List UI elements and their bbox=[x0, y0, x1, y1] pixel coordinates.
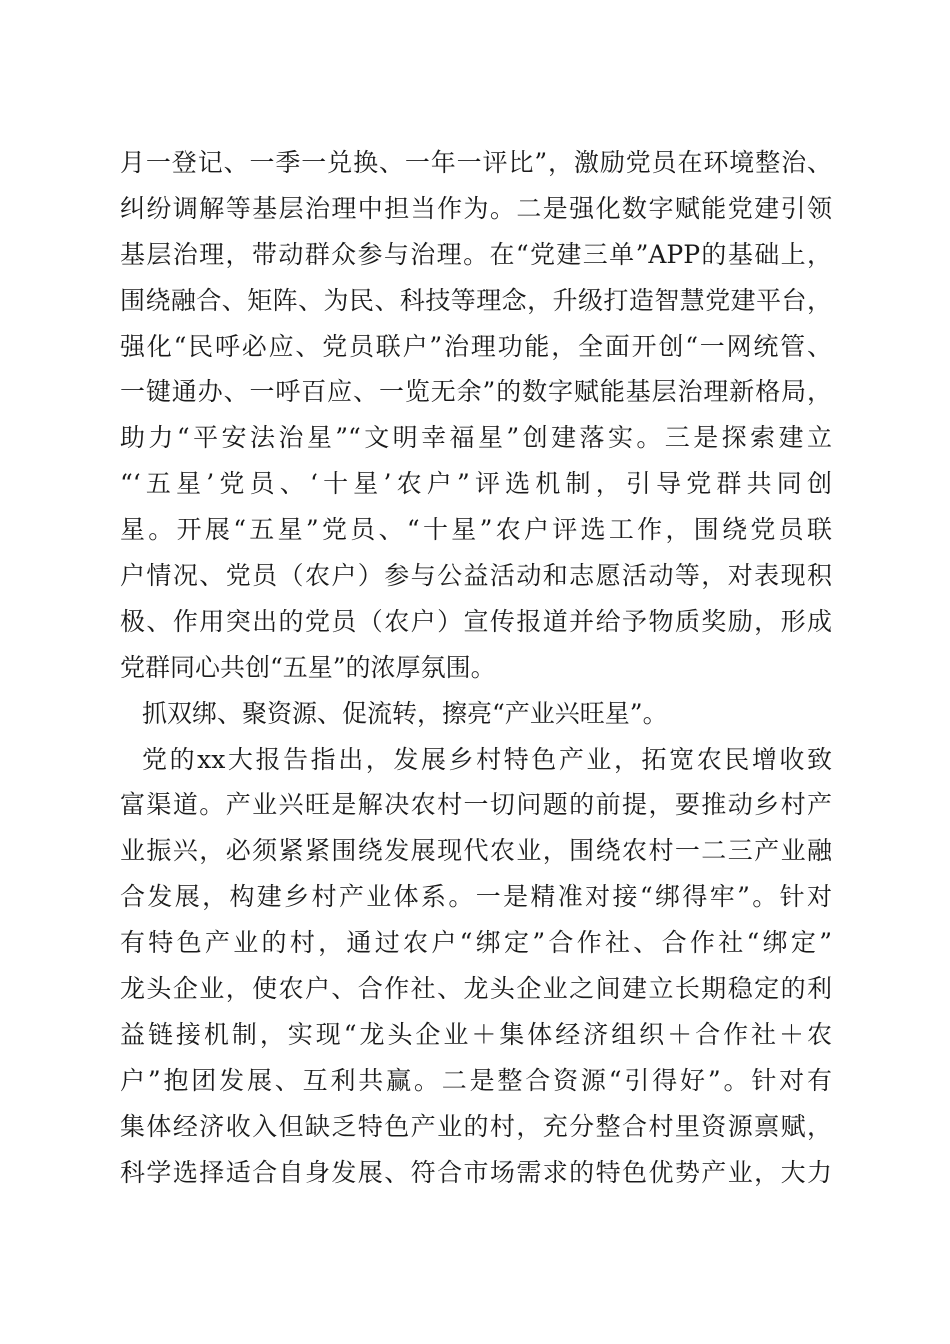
text-line: “‘五星’党员、‘十星’农户”评选机制，引导党群共同创 bbox=[120, 469, 832, 499]
text-line: 强化“民呼必应、党员联户”治理功能，全面开创“一网统管、 bbox=[120, 331, 832, 361]
body-text bbox=[120, 140, 832, 1195]
text-line: 星。开展“五星”党员、“十星”农户评选工作，围绕党员联 bbox=[120, 515, 832, 545]
text-line: 一键通办、一呼百应、一览无余”的数字赋能基层治理新格局， bbox=[120, 377, 832, 407]
text-line: 益链接机制，实现“龙头企业＋集体经济组织＋合作社＋农 bbox=[120, 1019, 832, 1049]
text-line: 助力“平安法治星”“文明幸福星”创建落实。三是探索建立 bbox=[120, 423, 832, 453]
text-line-paragraph-start: 党的xx大报告指出，发展乡村特色产业，拓宽农民增收致 bbox=[142, 744, 832, 774]
text-line: 基层治理，带动群众参与治理。在“党建三单”APP的基础上， bbox=[120, 239, 832, 269]
text-line: 户情况、党员（农户）参与公益活动和志愿活动等，对表现积 bbox=[120, 561, 832, 591]
text-line: 有特色产业的村，通过农户“绑定”合作社、合作社“绑定” bbox=[120, 928, 832, 958]
text-line: 月一登记、一季一兑换、一年一评比”，激励党员在环境整治、 bbox=[120, 148, 832, 177]
section-heading: 抓双绑、聚资源、促流转，擦亮“产业兴旺星”。 bbox=[142, 698, 668, 728]
text-line: 户”抱团发展、互利共赢。二是整合资源“引得好”。针对有 bbox=[120, 1065, 832, 1095]
text-line: 纠纷调解等基层治理中担当作为。二是强化数字赋能党建引领 bbox=[120, 193, 832, 223]
text-line: 合发展，构建乡村产业体系。一是精准对接“绑得牢”。针对 bbox=[120, 882, 832, 912]
text-line: 龙头企业，使农户、合作社、龙头企业之间建立长期稳定的利 bbox=[120, 974, 832, 1004]
text-line: 科学选择适合自身发展、符合市场需求的特色优势产业，大力 bbox=[120, 1157, 832, 1187]
text-line-paragraph-end: 党群同心共创“五星”的浓厚氛围。 bbox=[120, 652, 496, 682]
text-line: 围绕融合、矩阵、为民、科技等理念，升级打造智慧党建平台， bbox=[120, 285, 832, 315]
text-line: 业振兴，必须紧紧围绕发展现代农业，围绕农村一二三产业融 bbox=[120, 836, 832, 866]
text-line: 集体经济收入但缺乏特色产业的村，充分整合村里资源禀赋， bbox=[120, 1111, 832, 1141]
text-line: 富渠道。产业兴旺是解决农村一切问题的前提，要推动乡村产 bbox=[120, 790, 832, 820]
text-line: 极、作用突出的党员（农户）宣传报道并给予物质奖励，形成 bbox=[120, 606, 832, 636]
